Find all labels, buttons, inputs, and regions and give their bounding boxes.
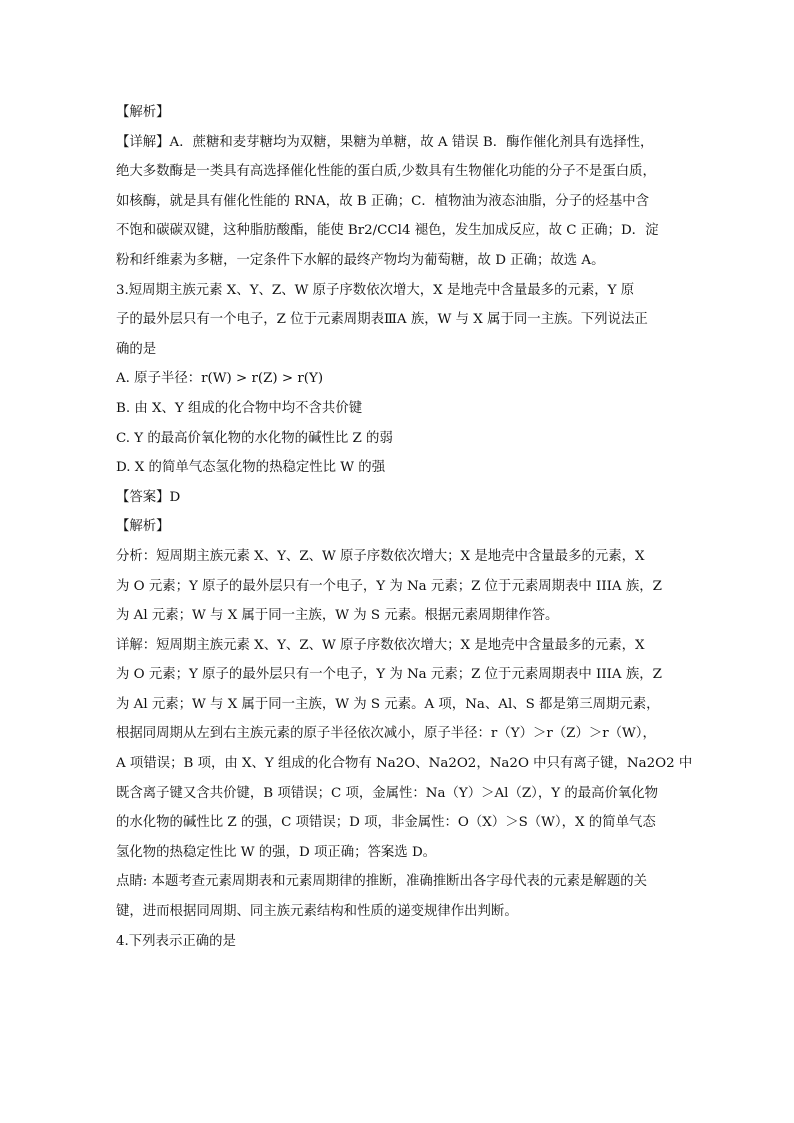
option-d: D. X 的简单气态氢化物的热稳定性比 W 的强 <box>116 460 386 476</box>
section-heading-analysis: 【解析】 <box>116 105 170 120</box>
question-stem-line: 3.短周期主族元素 X、Y、Z、W 原子序数依次增大，X 是地壳中含量最多的元素，Y 原 <box>116 282 635 298</box>
document-body <box>116 98 693 956</box>
paragraph-line: 不饱和碳碳双键，这种脂肪酸酯，能使 Br2/CCl4 褪色，发生加成反应，故 C 正确；D．淀 <box>116 223 659 239</box>
paragraph-line: A 项错误；B 项，由 X、Y 组成的化合物有 Na2O、Na2O2，Na2O 中只有离子键，Na2O2 中 <box>116 756 693 772</box>
paragraph-line: 为 O 元素；Y 原子的最外层只有一个电子，Y 为 Na 元素；Z 位于元素周期表中 IIIA 族，Z <box>116 578 662 594</box>
paragraph-line: 详解：短周期主族元素 X、Y、Z、W 原子序数依次增大；X 是地壳中含量最多的元素，X <box>116 637 645 653</box>
question-stem-line: 4.下列表示正确的是 <box>116 933 236 949</box>
section-heading-analysis: 【解析】 <box>116 519 170 535</box>
option-b: B. 由 X、Y 组成的化合物中均不含共价键 <box>116 400 363 416</box>
paragraph-line: 分析：短周期主族元素 X、Y、Z、W 原子序数依次增大；X 是地壳中含量最多的元素，X <box>116 548 645 564</box>
paragraph-line: 【详解】A．蔗糖和麦芽糖均为双糖，果糖为单糖，故 A 错误 B．酶作催化剂具有选择性， <box>116 134 654 150</box>
paragraph-line: 为 Al 元素；W 与 X 属于同一主族，W 为 S 元素。A 项，Na、Al、S 都是第三周期元素， <box>116 696 660 712</box>
option-a: A. 原子半径：r(W) > r(Z) > r(Y) <box>116 371 324 387</box>
paragraph-line: 点睛: 本题考查元素周期表和元素周期律的推断，准确推断出各字母代表的元素是解题的关 <box>116 874 647 890</box>
option-c: C. Y 的最高价氧化物的水化物的碱性比 Z 的弱 <box>116 430 393 446</box>
paragraph-line: 为 Al 元素；W 与 X 属于同一主族，W 为 S 元素。根据元素周期律作答。 <box>116 608 559 624</box>
paragraph-line: 绝大多数酶是一类具有高选择催化性能的蛋白质,少数具有生物催化功能的分子不是蛋白质， <box>116 164 656 180</box>
paragraph-line: 氢化物的热稳定性比 W 的强，D 项正确；答案选 D。 <box>116 844 437 860</box>
answer-line: 【答案】D <box>116 489 181 505</box>
paragraph-line: 粉和纤维素为多糖，一定条件下水解的最终产物均为葡萄糖，故 D 正确；故选 A。 <box>116 252 605 268</box>
paragraph-line: 根据同周期从左到右主族元素的原子半径依次减小，原子半径：r（Y）＞r（Z）＞r（W）， <box>116 726 656 742</box>
paragraph-line: 键，进而根据同周期、同主族元素结构和性质的递变规律作出判断。 <box>116 904 518 920</box>
paragraph-line: 为 O 元素；Y 原子的最外层只有一个电子，Y 为 Na 元素；Z 位于元素周期表中 IIIA 族，Z <box>116 667 662 683</box>
question-stem-line: 确的是 <box>116 341 157 357</box>
paragraph-line: 如核酶，就是具有催化性能的 RNA，故 B 正确；C．植物油为液态油脂，分子的烃基中含 <box>116 193 649 209</box>
question-stem-line: 子的最外层只有一个电子，Z 位于元素周期表ⅢA 族，W 与 X 属于同一主族。下列说法正 <box>116 312 648 328</box>
paragraph-line: 既含离子键又含共价键，B 项错误；C 项，金属性：Na（Y）＞Al（Z），Y 的最高价氧化物 <box>116 785 659 801</box>
paragraph-line: 的水化物的碱性比 Z 的强，C 项错误；D 项，非金属性：O（X）＞S（W），X 的简单气态 <box>116 815 656 831</box>
